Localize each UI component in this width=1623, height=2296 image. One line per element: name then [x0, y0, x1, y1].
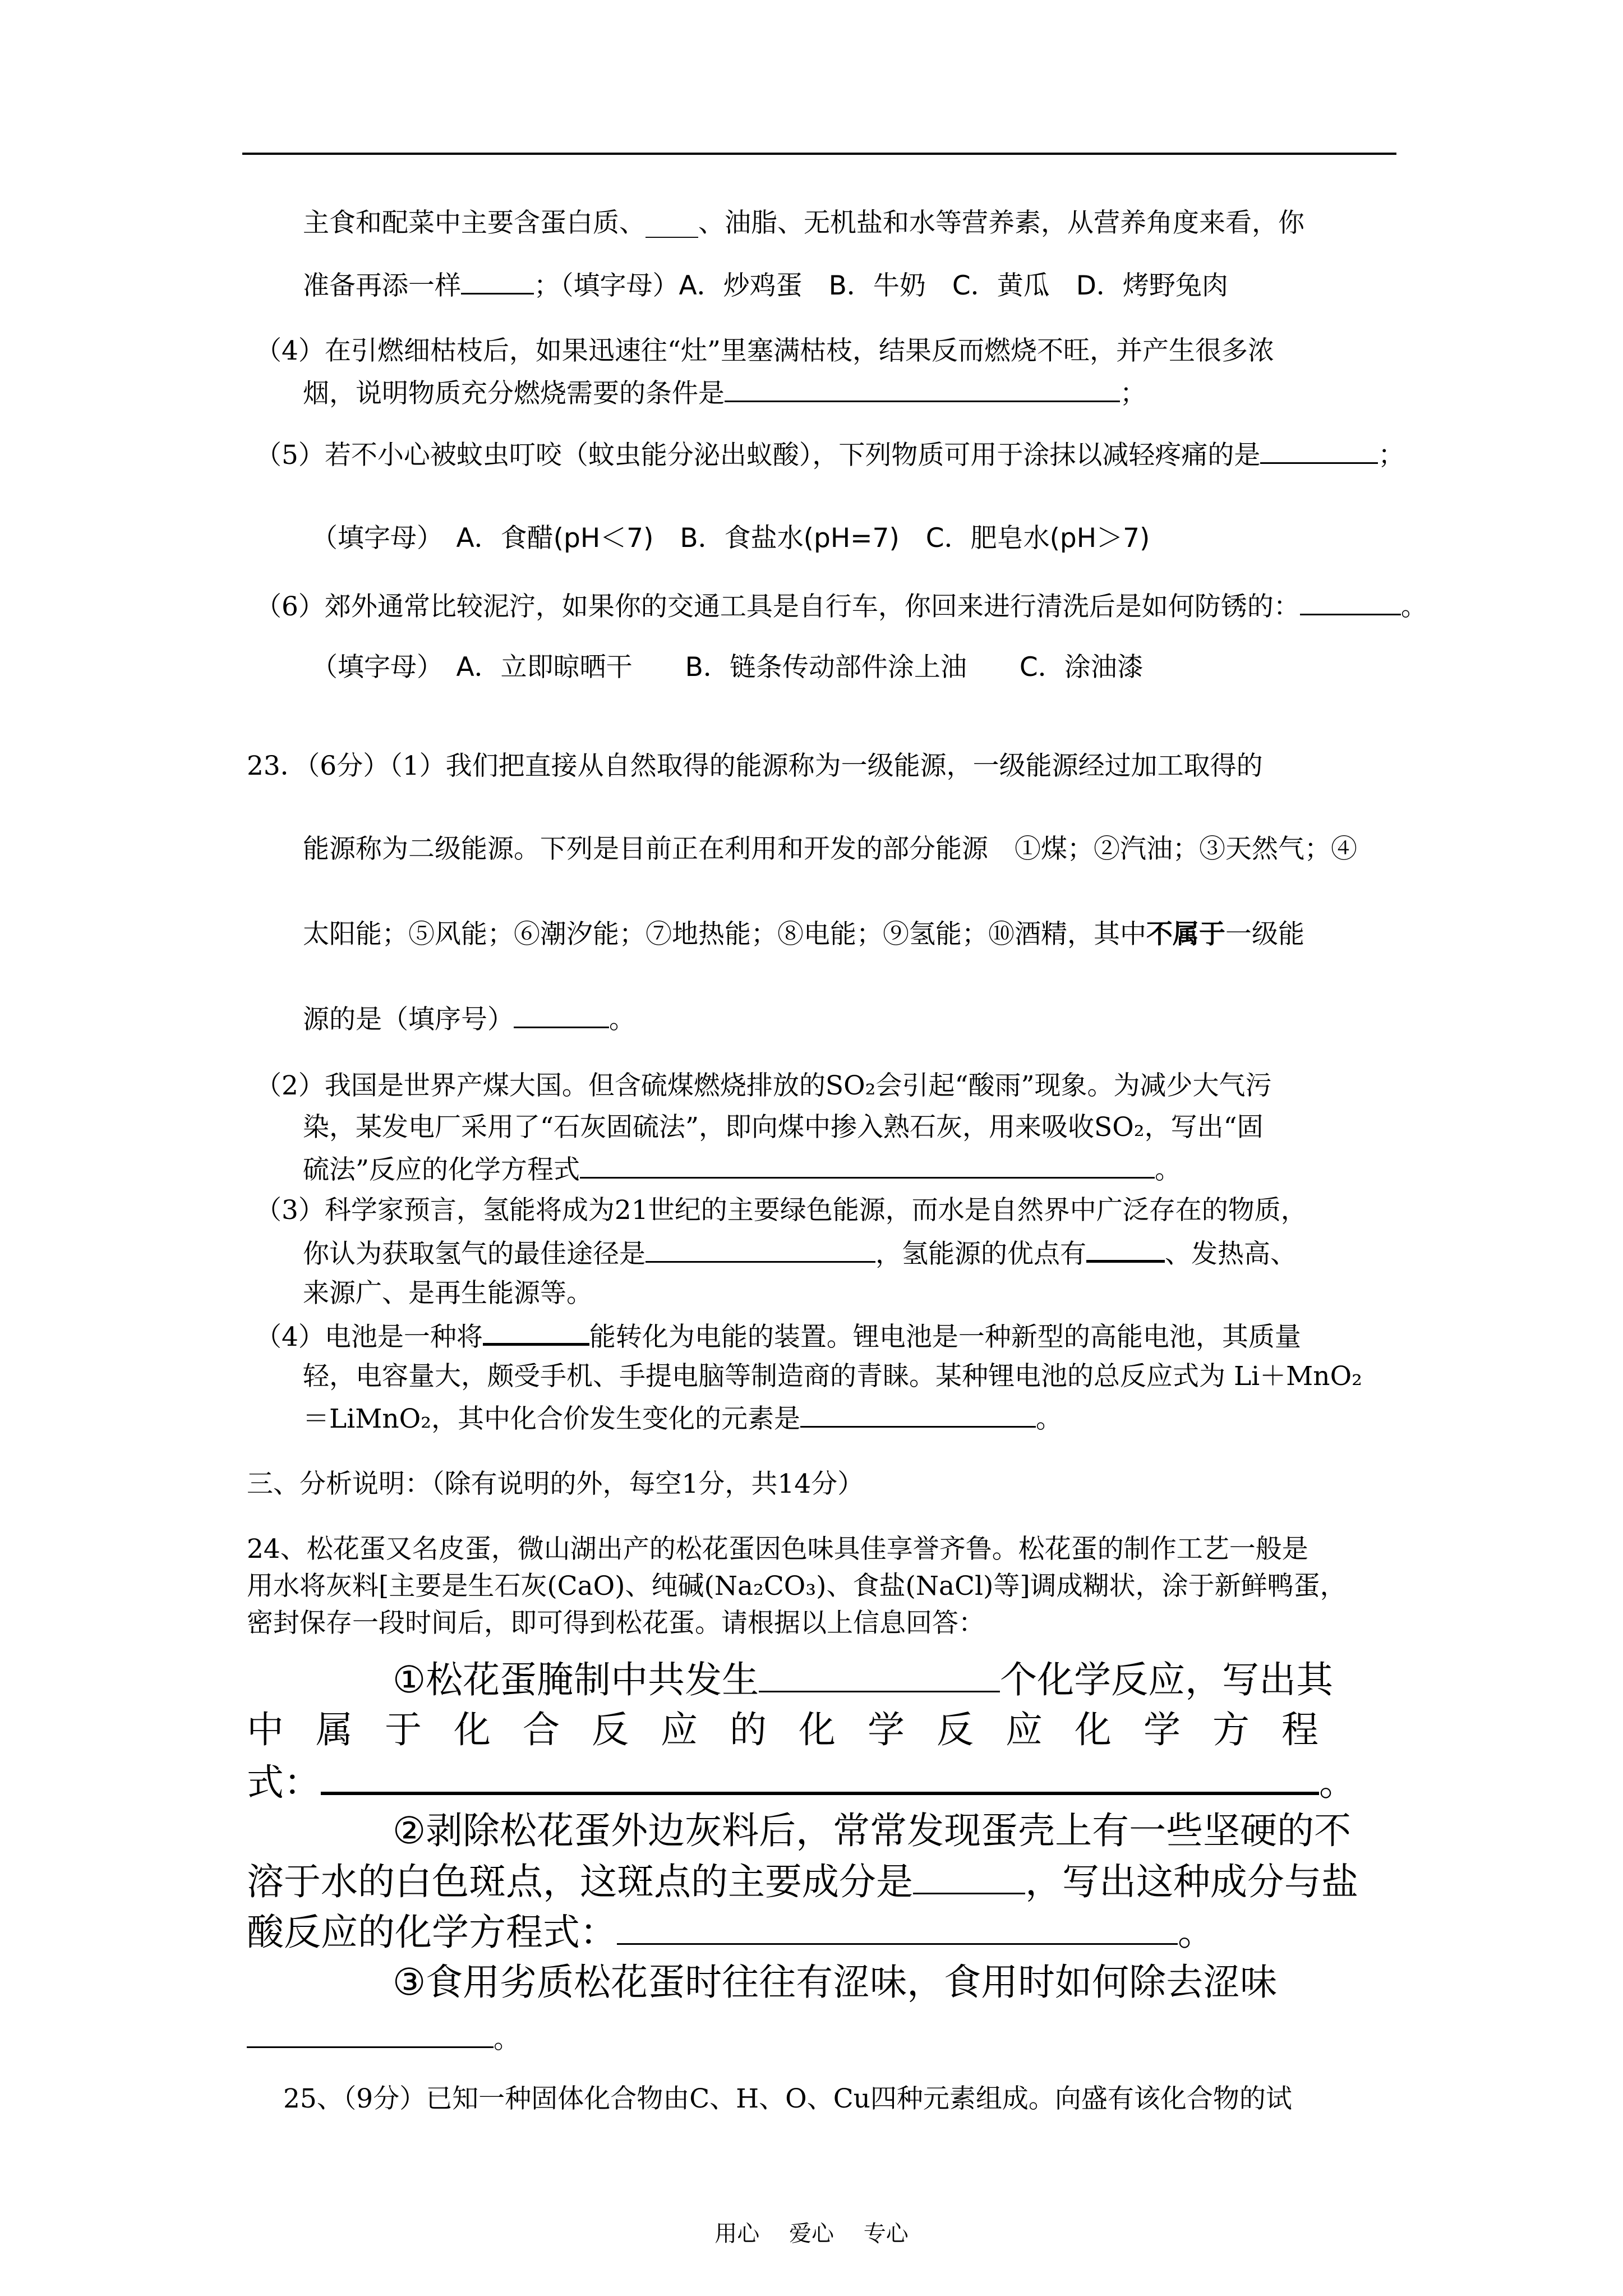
q24-line-2: 用水将灰料[主要是生石灰(CaO)、纯碱(Na₂CO₃)、食盐(NaCl)等]调成糊状，涂于新鲜鸭蛋，: [247, 1571, 1347, 1602]
q24-item-1-line-1: ①松花蛋腌制中共发生 个化学反应，写出其: [393, 1658, 1334, 1701]
q23-part2-line-1: （2）我国是世界产煤大国。但含硫煤燃烧排放的SO₂会引起“酸雨”现象。为减少大气污: [255, 1070, 1272, 1101]
q23-part3-line-3: 来源广、是再生能源等。: [303, 1278, 593, 1309]
answer-blank[interactable]: [1260, 438, 1378, 464]
q22-line-1: 主食和配菜中主要含蛋白质、____、油脂、无机盐和水等营养素，从营养角度来看，你: [303, 208, 1304, 238]
q23-part2-line-3: 硫法”反应的化学方程式 。: [303, 1152, 1181, 1187]
q23-part3-line-2: 你认为获取氢气的最佳途径是 ，氢能源的优点有 、发热高、: [303, 1235, 1297, 1271]
q23-part4-line-2: 轻，电容量大，颇受手机、手提电脑等制造商的青睐。某种锂电池的总反应式为 Li＋MnO₂: [303, 1361, 1362, 1392]
answer-blank[interactable]: [645, 1236, 875, 1263]
q23-part3-line-1: （3）科学家预言，氢能将成为21世纪的主要绿色能源，而水是自然界中广泛存在的物质，: [255, 1195, 1307, 1226]
q25-line-1: 25、（9分）已知一种固体化合物由C、H、O、Cu四种元素组成。向盛有该化合物的试: [283, 2083, 1292, 2114]
q24-item-2-line-3: 酸反应的化学方程式： 。: [247, 1911, 1215, 1954]
answer-blank[interactable]: [461, 268, 534, 295]
q22-part6-options: （填字母） A．立即晾晒干 B．链条传动部件涂上油 C．涂油漆: [311, 652, 1144, 683]
q23-line-3: 太阳能；⑤风能；⑥潮汐能；⑦地热能；⑧电能；⑨氢能；⑩酒精，其中不属于一级能: [303, 919, 1304, 950]
answer-blank[interactable]: [725, 376, 1120, 402]
q24-item-3-line-2: 。: [247, 2022, 520, 2056]
q24-item-2-line-2: 溶于水的白色斑点，这斑点的主要成分是 ，写出这种成分与盐: [247, 1860, 1358, 1903]
answer-blank[interactable]: [617, 1910, 1178, 1945]
section-3-title: 三、分析说明：（除有说明的外，每空1分，共14分）: [247, 1469, 864, 1499]
q24-line-3: 密封保存一段时间后，即可得到松花蛋。请根据以上信息回答：: [247, 1608, 985, 1639]
answer-blank[interactable]: [800, 1401, 1036, 1428]
page-footer: 用心 爱心 专心: [714, 2221, 909, 2247]
q24-item-1-line-3: 式： 。: [247, 1758, 1356, 1805]
q22-part5-line-1: （5）若不小心被蚊虫叮咬（蚊虫能分泌出蚁酸），下列物质可用于涂抹以减轻疼痛的是 ；: [255, 438, 1404, 472]
q24-item-1-line-2: 中属于化合反应的化学反应化学方程: [247, 1708, 1350, 1751]
answer-blank[interactable]: [514, 1002, 609, 1028]
q22-part6-line-1: （6）郊外通常比较泥泞，如果你的交通工具是自行车，你回来进行清洗后是如何防锈的： 。: [255, 589, 1427, 624]
q24-line-1: 24、松花蛋又名皮蛋，微山湖出产的松花蛋因色味具佳享誉齐鲁。松花蛋的制作工艺一般是: [247, 1534, 1308, 1565]
q22-part4-line-1: （4）在引燃细枯枝后，如果迅速往“灶”里塞满枯枝，结果反而燃烧不旺，并产生很多浓: [255, 335, 1274, 366]
q23-part2-line-2: 染，某发电厂采用了“石灰固硫法”，即向煤中掺入熟石灰，用来吸收SO₂，写出“固: [303, 1112, 1264, 1143]
q22-line-2: 准备再添一样 ；（填字母）A．炒鸡蛋 B．牛奶 C．黄瓜 D．烤野兔肉: [303, 268, 1228, 303]
q23-line-1: 23．（6分）（1）我们把直接从自然取得的能源称为一级能源，一级能源经过加工取得的: [247, 751, 1263, 781]
header-rule: [242, 153, 1396, 155]
answer-blank[interactable]: [1300, 589, 1401, 615]
q23-line-4: 源的是（填序号） 。: [303, 1002, 635, 1037]
q22-part4-line-2: 烟，说明物质充分燃烧需要的条件是 ；: [303, 376, 1146, 411]
q22-part5-options: （填字母） A．食醋(pH＜7) B．食盐水(pH=7) C．肥皂水(pH＞7): [311, 523, 1150, 554]
answer-blank[interactable]: [580, 1152, 1155, 1179]
q23-part4-line-3: ＝LiMnO₂，其中化合价发生变化的元素是 。: [303, 1401, 1062, 1436]
answer-blank[interactable]: [759, 1657, 1000, 1692]
q24-item-3-line-1: ③食用劣质松花蛋时往往有涩味，食用时如何除去涩味: [393, 1961, 1278, 2004]
answer-blank[interactable]: [1086, 1235, 1165, 1263]
answer-blank[interactable]: [321, 1758, 1319, 1795]
answer-blank[interactable]: [247, 2022, 494, 2048]
answer-blank[interactable]: [483, 1318, 589, 1346]
answer-blank[interactable]: [913, 1859, 1025, 1894]
q23-part4-line-1: （4）电池是一种将 能转化为电能的装置。锂电池是一种新型的高能电池，其质量: [255, 1318, 1301, 1354]
q23-line-2: 能源称为二级能源。下列是目前正在利用和开发的部分能源 ①煤；②汽油；③天然气；④: [303, 834, 1357, 864]
q24-item-2-line-1: ②剥除松花蛋外边灰料后，常常发现蛋壳上有一些坚硬的不: [393, 1809, 1352, 1852]
